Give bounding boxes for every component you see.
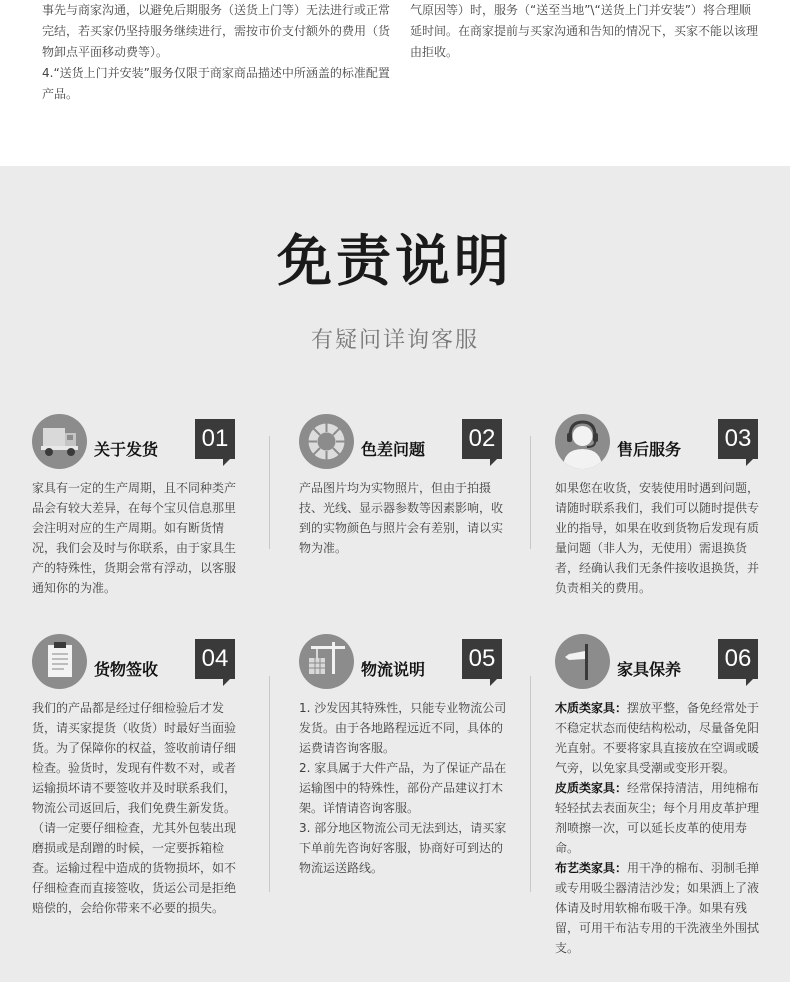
card-title: 货物签收: [94, 660, 159, 679]
card-paragraph: 产品图片均为实物照片，但由于拍摄技、光线、显示器参数等因素影响，收到的实物颜色与照片会有差别，请以实物为准。: [299, 481, 504, 555]
aperture-icon: [299, 414, 354, 469]
card-number-badge: 02: [462, 419, 502, 459]
top-right-text: [410, 0, 762, 63]
card-body: [299, 698, 509, 878]
card-number-badge: 04: [195, 639, 235, 679]
crane-icon: [299, 634, 354, 689]
care-item-leather: [555, 778, 765, 858]
card-paragraph: 家具有一定的生产周期，且不同种类产品会有较大差异，在每个宝贝信息那里会注明对应的生产周期。如有断货情况，我们会及时与你联系，由于家具生产的特殊性，货期会常有浮动，以客服通知你的为准。: [32, 481, 237, 595]
top-right-paragraph-1: 气原因等）时，服务（“送至当地”\“送货上门并安装”）将合理顺延时间。在商家提前与买家沟通和告知的情况下，买家不能以该理由拒收。: [410, 3, 759, 59]
care-text: 经常保持清洁，用纯棉布轻轻拭去表面灰尘；每个月用皮革护理剂喷擦一次，可以延长皮革的使用寿命。: [555, 781, 760, 855]
card-body: [32, 698, 242, 918]
card-paragraph: 如果您在收货，安装使用时遇到问题，请随时联系我们，我们可以随时提供专业的指导，如果在收到货物后发现有质量问题（非人为，无使用）需退换货者，经确认我们无条件接收退换货，并负责相关的费用。: [555, 481, 760, 595]
signpost-icon: [555, 634, 610, 689]
card-number-badge: 06: [718, 639, 758, 679]
card-title: 家具保养: [617, 660, 682, 679]
column-divider: [269, 676, 270, 892]
top-left-paragraph-1: 事先与商家沟通，以避免后期服务（送货上门等）无法进行或正常完结，若买家仍坚持服务继续进行，需按市价支付额外的费用（货物卸点平面移动费等）。: [42, 3, 391, 59]
card-title: 售后服务: [617, 440, 682, 459]
care-label: 木质类家具：: [555, 701, 628, 715]
care-item-fabric: [555, 858, 765, 958]
card-title: 关于发货: [94, 440, 159, 459]
disclaimer-section: [0, 166, 790, 982]
card-number-badge: 01: [195, 419, 235, 459]
card-paragraph: 3. 部分地区物流公司无法到达，请买家下单前先咨询好客服，协商好可到达的物流运送路线。: [299, 821, 507, 875]
column-divider: [530, 436, 531, 549]
care-item-wood: [555, 698, 765, 778]
previous-section-continuation: [0, 0, 790, 166]
card-paragraph: 1. 沙发因其特殊性，只能专业物流公司发货。由于各地路程远近不同，具体的运费请咨询客服。: [299, 701, 507, 755]
care-label: 布艺类家具：: [555, 861, 628, 875]
section-title: 免责说明: [276, 229, 513, 293]
card-number-badge: 03: [718, 419, 758, 459]
card-body: [555, 478, 765, 598]
truck-icon: [32, 414, 87, 469]
card-body: [555, 698, 765, 958]
section-subtitle: 有疑问详询客服: [310, 328, 479, 353]
top-left-text: [42, 0, 394, 105]
care-text: 用干净的棉布、羽制毛掸或专用吸尘器清洁沙发；如果洒上了液体请及时用软棉布吸干净。如果有残留，可用干布沾专用的干洗液坐外围拭支。: [555, 861, 760, 955]
top-left-paragraph-2: 4.“送货上门并安装”服务仅限于商家商品描述中所涵盖的标准配置产品。: [42, 66, 390, 101]
headset-agent-icon: [555, 414, 610, 469]
care-text: 摆放平整，备免经常处于不稳定状态而使结构松动，尽量备免阳光直射。不要将家具直接放在空调或暖气旁，以免家具受潮或变形开裂。: [555, 701, 760, 775]
clipboard-icon: [32, 634, 87, 689]
card-title: 色差问题: [361, 440, 426, 459]
card-paragraph: 我们的产品都是经过仔细检验后才发货，请买家提货（收货）时最好当面验货。为了保障你的权益，签收前请仔细检查。验货时，发现有件数不对，或者运输损坏请不要签收并及时联系我们，物流公司返回后，我们免费生新发货。（请一定要仔细检查，尤其外包装出现磨损或是刮蹭的时候，一定要拆箱检查。运输过程中造成的货物损坏，如不仔细检查而直接签收，货运公司是拒绝赔偿的，会给你带来不必要的损失。: [32, 701, 237, 915]
card-body: [32, 478, 242, 598]
column-divider: [269, 436, 270, 549]
card-title: 物流说明: [361, 660, 426, 679]
care-label: 皮质类家具：: [555, 781, 628, 795]
card-body: [299, 478, 509, 558]
card-paragraph: 2. 家具属于大件产品，为了保证产品在运输图中的特殊性，部份产品建议打木架。详情请咨询客服。: [299, 761, 507, 815]
card-number-badge: 05: [462, 639, 502, 679]
column-divider: [530, 676, 531, 892]
